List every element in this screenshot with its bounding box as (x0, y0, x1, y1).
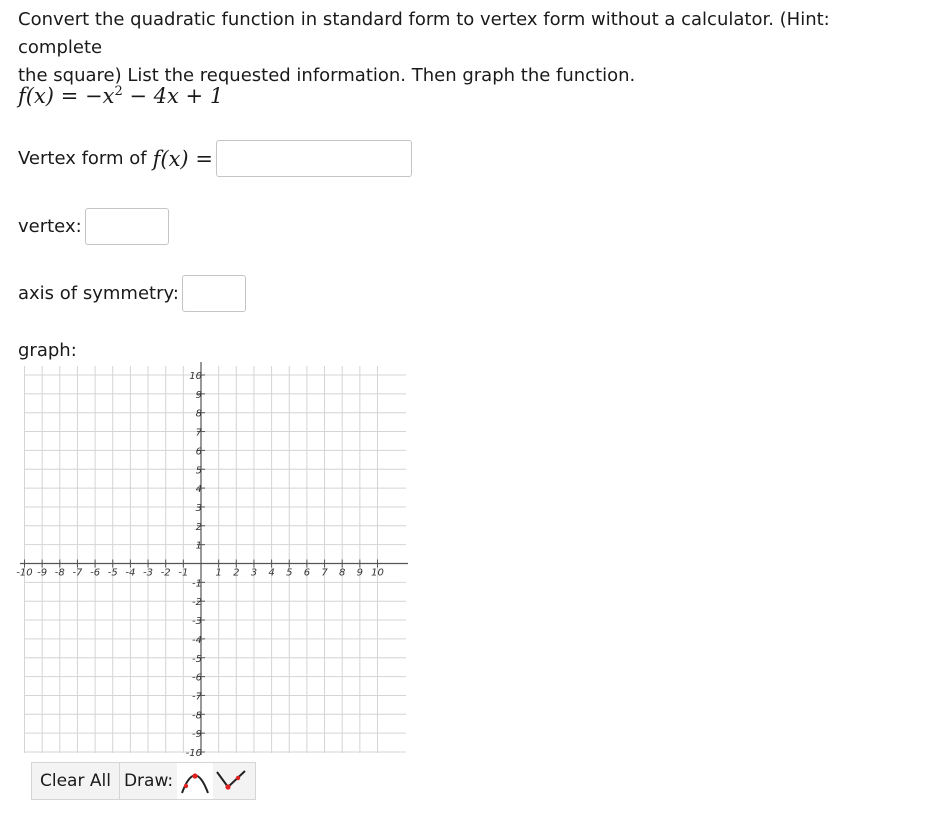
x-tick-label: -8 (54, 567, 65, 579)
y-tick-label: -4 (192, 634, 202, 646)
x-tick-label: -4 (125, 567, 136, 579)
graph-label: graph: (18, 340, 77, 361)
vertex-form-fx: f(x) (152, 146, 189, 171)
y-tick-label: -2 (192, 597, 202, 609)
x-tick-label: -3 (143, 567, 154, 579)
x-tick-label: 4 (268, 567, 275, 579)
y-tick-label: 8 (195, 408, 202, 420)
x-tick-label: 1 (215, 567, 222, 579)
y-tick-label: 9 (195, 389, 202, 401)
y-tick-label: -10 (185, 748, 202, 759)
y-tick-label: 5 (195, 465, 202, 477)
y-tick-label: 10 (189, 371, 202, 382)
x-tick-label: -7 (72, 567, 83, 579)
draw-label: Draw: (123, 771, 174, 791)
grid-lines (24, 366, 406, 753)
x-tick-label: -5 (107, 567, 118, 579)
parabola-up-icon (214, 766, 248, 796)
y-tick-label: 6 (195, 446, 202, 458)
vertex-form-label: Vertex form of (18, 148, 147, 169)
instructions-line-2: the square) List the requested information. Then graph the function. (18, 65, 636, 86)
x-tick-label: -6 (90, 567, 101, 579)
axes (20, 362, 408, 755)
y-tick-label: 4 (195, 484, 202, 496)
function-rhs-rest: − 4x + 1 (122, 84, 224, 108)
vertex-label: vertex: (18, 216, 82, 237)
function-lhs: f(x) (18, 84, 55, 108)
instructions-line-1: Convert the quadratic function in standard form to vertex form without a calculator. (Hint: complete (18, 9, 830, 58)
y-tick-label: 7 (195, 427, 202, 439)
x-tick-label: -1 (178, 567, 189, 579)
parabola-down-tool[interactable] (177, 763, 213, 799)
function-exponent: 2 (114, 84, 123, 99)
x-tick-label: 2 (233, 567, 240, 579)
y-tick-label: -3 (192, 616, 202, 628)
x-tick-label: 6 (303, 567, 311, 579)
function-equals: = (60, 84, 79, 108)
clear-all-button[interactable]: Clear All (31, 762, 120, 800)
y-tick-label: -6 (192, 672, 202, 684)
vertex-form-equals: = (195, 146, 213, 171)
y-tick-label: 2 (195, 521, 202, 533)
parabola-down-icon (178, 766, 212, 796)
x-tick-label: -10 (16, 567, 33, 579)
y-tick-label: -9 (192, 729, 202, 741)
x-tick-label: 5 (286, 567, 293, 579)
y-tick-label: -1 (192, 578, 202, 590)
graph-toolbar (31, 762, 256, 800)
x-tick-label: -9 (37, 567, 48, 579)
function-rhs-lead: −x (85, 84, 115, 108)
y-tick-label: 1 (195, 540, 202, 552)
y-tick-label: 3 (195, 502, 202, 514)
y-tick-label: -7 (192, 691, 202, 703)
x-tick-label: 8 (339, 567, 346, 579)
parabola-up-tool[interactable] (213, 763, 249, 799)
x-tick-label: 10 (371, 567, 384, 579)
y-tick-label: -5 (192, 653, 202, 665)
x-tick-label: 9 (356, 567, 364, 579)
x-tick-label: 7 (321, 567, 328, 579)
tick-labels (16, 371, 384, 759)
axis-of-symmetry-label: axis of symmetry: (18, 283, 179, 304)
x-tick-label: -2 (160, 567, 171, 579)
x-tick-label: 3 (250, 567, 258, 579)
draw-tools (120, 762, 256, 800)
y-tick-label: -8 (192, 710, 202, 722)
